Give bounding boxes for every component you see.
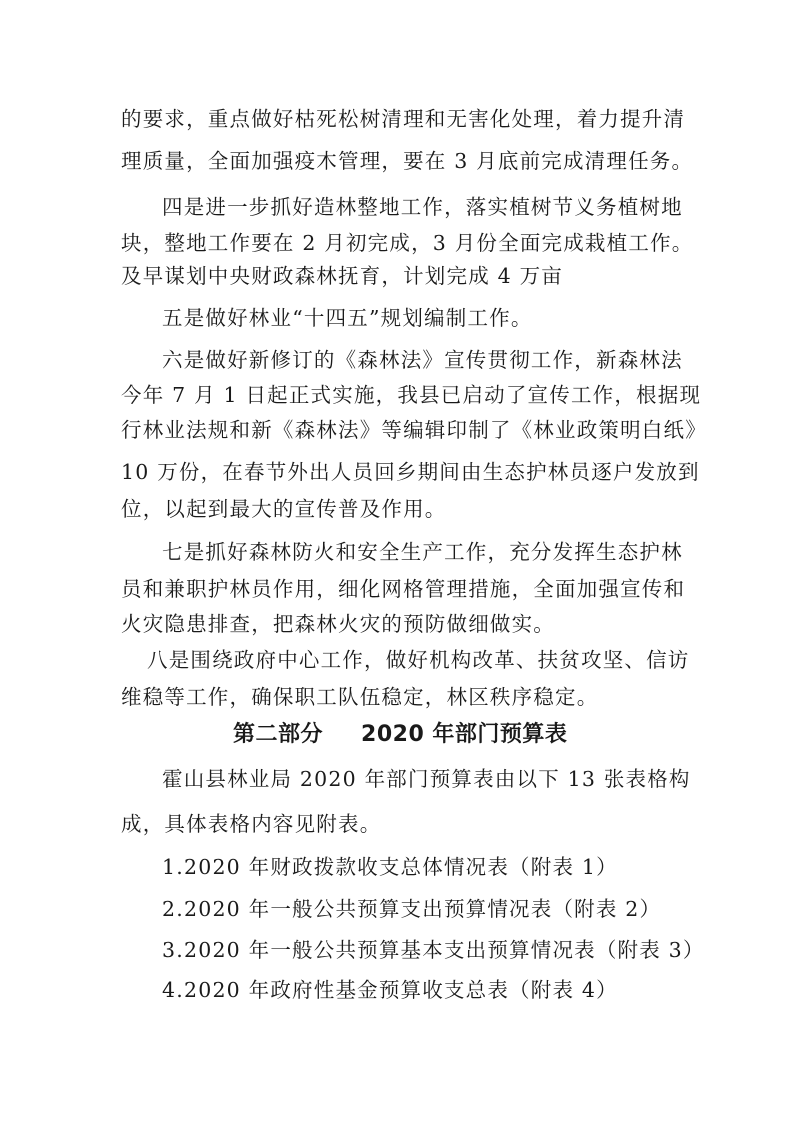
body-line: 维稳等工作，确保职工队伍稳定，林区秩序稳定。 [121,685,599,709]
body-line: 火灾隐患排查，把森林火灾的预防做细做实。 [121,612,555,636]
section-title: 2020 年部门预算表 [361,722,568,747]
intro-line: 霍山县林业局 2020 年部门预算表由以下 13 张表格构 [162,767,691,791]
body-line: 10 万份，在春节外出人员回乡期间由生态护林员逐户发放到 [121,460,700,484]
body-line: 六是做好新修订的《森林法》宣传贯彻工作，新森林法 [162,348,683,372]
body-line: 理质量，全面加强疫木管理，要在 3 月底前完成清理任务。 [121,149,694,173]
list-item: 1.2020 年财政拨款收支总体情况表（附表 1） [162,855,618,879]
list-item: 3.2020 年一般公共预算基本支出预算情况表（附表 3） [162,938,705,962]
body-line: 位，以起到最大的宣传普及作用。 [121,497,447,521]
body-line: 块，整地工作要在 2 月初完成，3 月份全面完成栽植工作。 [121,231,694,255]
body-line: 五是做好林业“十四五”规划编制工作。 [162,306,533,330]
body-line: 四是进一步抓好造林整地工作，落实植树节义务植树地 [162,195,683,219]
body-line: 及早谋划中央财政森林抚育，计划完成 4 万亩 [121,264,563,288]
section-part-label: 第二部分 [233,722,324,747]
body-line: 八是围绕政府中心工作，做好机构改革、扶贫攻坚、信访 [147,648,690,672]
body-line: 七是抓好森林防火和安全生产工作，充分发挥生态护林 [162,540,683,564]
list-item: 2.2020 年一般公共预算支出预算情况表（附表 2） [162,897,662,921]
body-line: 的要求，重点做好枯死松树清理和无害化处理，着力提升清 [121,107,686,131]
body-line: 行林业法规和新《森林法》等编辑印制了《林业政策明白纸》 [121,418,707,442]
list-item: 4.2020 年政府性基金预算收支总表（附表 4） [162,978,618,1002]
body-line: 今年 7 月 1 日起正式实施，我县已启动了宣传工作，根据现 [121,383,702,407]
body-line: 员和兼职护林员作用，细化网格管理措施，全面加强宣传和 [121,577,686,601]
section-heading [233,721,567,749]
intro-line: 成，具体表格内容见附表。 [121,812,382,836]
